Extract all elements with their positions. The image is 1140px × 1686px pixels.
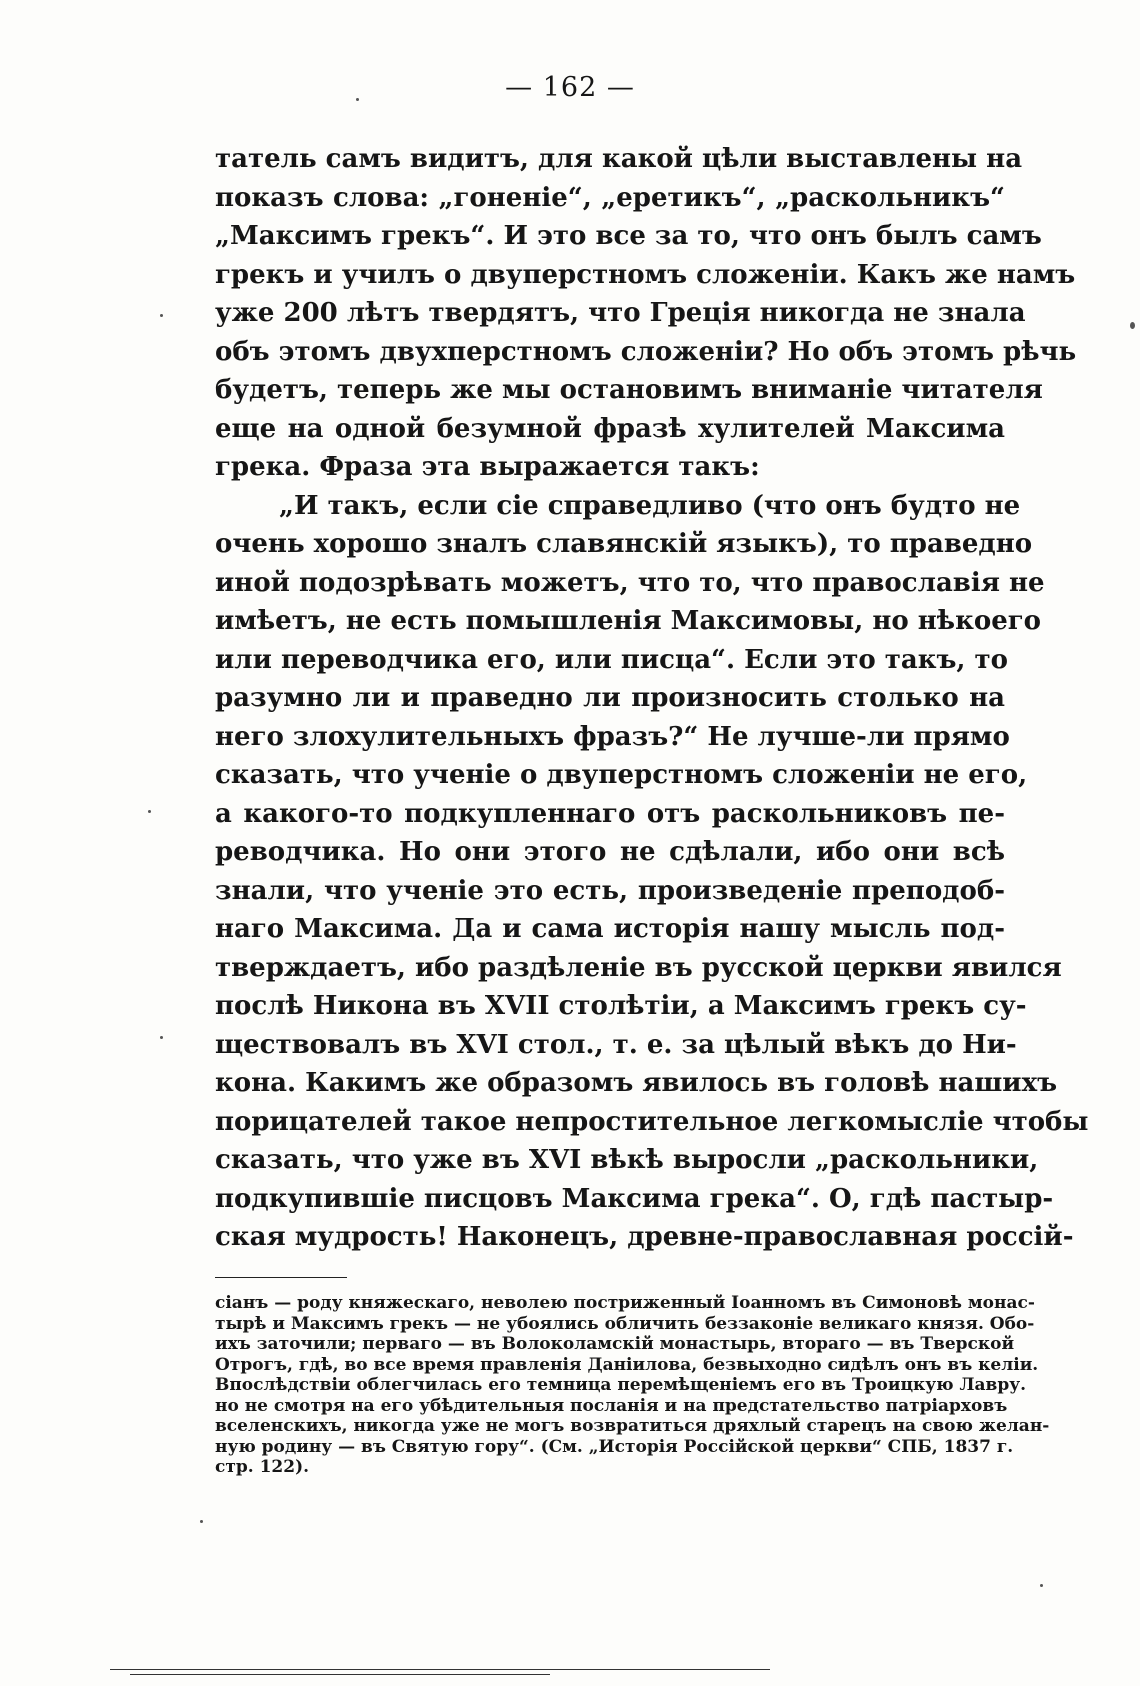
footnote-line: вселенскихъ, никогда уже не могъ возвратиться дряхлый старецъ на свою желан- (215, 1416, 1050, 1436)
text-line: или переводчика его, или писца“. Если это такъ, то (215, 644, 1008, 675)
text-line: будетъ, теперь же мы остановимъ вниманіе читателя (215, 375, 1043, 405)
footnote-line: но не смотря на его убѣдительныя посланія и на предстательство патріарховъ (215, 1395, 1008, 1416)
footnote (215, 1293, 1050, 1478)
text-line: порицателей такое непростительное легкомысліе чтобы (215, 1106, 1089, 1137)
paper-speck (356, 98, 359, 101)
text-line: имѣетъ, не есть помышленія Максимовы, но нѣкоего (215, 606, 1042, 636)
text-line: еще на одной безумной фразѣ хулителей Максима (215, 413, 1005, 444)
text-line: подкупившіе писцовъ Максима грека“. О, гдѣ пастыр- (215, 1183, 1054, 1214)
text-line: ществовалъ въ XVI стол., т. е. за цѣлый вѣкъ до Ни- (215, 1029, 1017, 1060)
text-line: знали, что ученіе это есть, произведеніе преподоб- (215, 875, 1005, 906)
footnote-line: тырѣ и Максимъ грекъ — не убоялись обличить беззаконіе великаго князя. Обо- (215, 1313, 1035, 1334)
text-line: сказать, что уже въ XVI вѣкѣ выросли „раскольники, (215, 1145, 1039, 1175)
footnote-line: ную родину — въ Святую гору“. (См. „Исторія Россійской церкви“ СПБ, 1837 г. (215, 1436, 1014, 1457)
footnote-line: Отрогъ, гдѣ, во все время правленія Даніилова, безвыходно сидѣлъ онъ въ келіи. (215, 1354, 1039, 1375)
text-line: иной подозрѣвать можетъ, что то, что православія не (215, 567, 1045, 598)
footnote-line: ихъ заточили; перваго — въ Волоколамскій монастырь, втораго — въ Тверской (215, 1334, 1015, 1354)
footnote-line: Впослѣдствіи облегчилась его темница перемѣщеніемъ его въ Троицкую Лавру. (215, 1375, 1027, 1395)
text-line: грека. Фраза эта выражается такъ: (215, 452, 760, 482)
paper-speck (1130, 322, 1135, 329)
footnote-line: стр. 122). (215, 1457, 310, 1477)
footnote-separator (215, 1277, 347, 1278)
text-line: сказать, что ученіе о двуперстномъ сложеніи не его, (215, 760, 1028, 790)
text-line: показъ слова: „гоненіе“, „еретикъ“, „раскольникъ“ (215, 182, 1005, 213)
paper-speck (160, 1036, 163, 1039)
paper-speck (160, 314, 163, 317)
text-line: разумно ли и праведно ли произносить столько на (215, 683, 1005, 713)
paper-speck (200, 1520, 203, 1523)
text-line: „Максимъ грекъ“. И это все за то, что онъ былъ самъ (215, 221, 1042, 251)
footnote-line: сіанъ — роду княжескаго, неволею постриженный Іоанномъ въ Симоновѣ монас- (215, 1293, 1035, 1313)
text-line: уже 200 лѣтъ твердятъ, что Греція никогда не знала (215, 298, 1026, 328)
text-line: тверждаетъ, ибо раздѣленіе въ русской церкви явился (215, 952, 1062, 983)
page-number: — 162 — (505, 72, 635, 103)
paper-speck (148, 810, 151, 813)
text-line: очень хорошо зналъ славянскій языкъ), то праведно (215, 529, 1033, 559)
paper-speck (1040, 1584, 1043, 1587)
text-line: а какого-то подкупленнаго отъ раскольниковъ пе- (215, 798, 1005, 829)
text-line: послѣ Никона въ XVII столѣтіи, а Максимъ грекъ су- (215, 991, 1027, 1021)
bottom-rule (110, 1669, 770, 1670)
text-line: наго Максима. Да и сама исторія нашу мысль под- (215, 914, 1005, 944)
text-line: кона. Какимъ же образомъ явилось въ головѣ нашихъ (215, 1068, 1058, 1098)
text-line: реводчика. Но они этого не сдѣлали, ибо они всѣ (215, 837, 1005, 867)
text-line: объ этомъ двухперстномъ сложеніи? Но объ этомъ рѣчь (215, 336, 1077, 367)
bottom-rule-secondary (130, 1674, 550, 1675)
text-line: татель самъ видитъ, для какой цѣли выставлены на (215, 144, 1023, 174)
main-text (215, 140, 1089, 1257)
text-line: грекъ и училъ о двуперстномъ сложеніи. Какъ же намъ (215, 259, 1076, 290)
text-line: ская мудрость! Наконецъ, древне-православная россій- (215, 1222, 1074, 1252)
text-line: „И такъ, если сіе справедливо (что онъ будто не (279, 490, 1021, 521)
text-line: него злохулительныхъ фразъ?“ Не лучше-ли прямо (215, 721, 1010, 752)
